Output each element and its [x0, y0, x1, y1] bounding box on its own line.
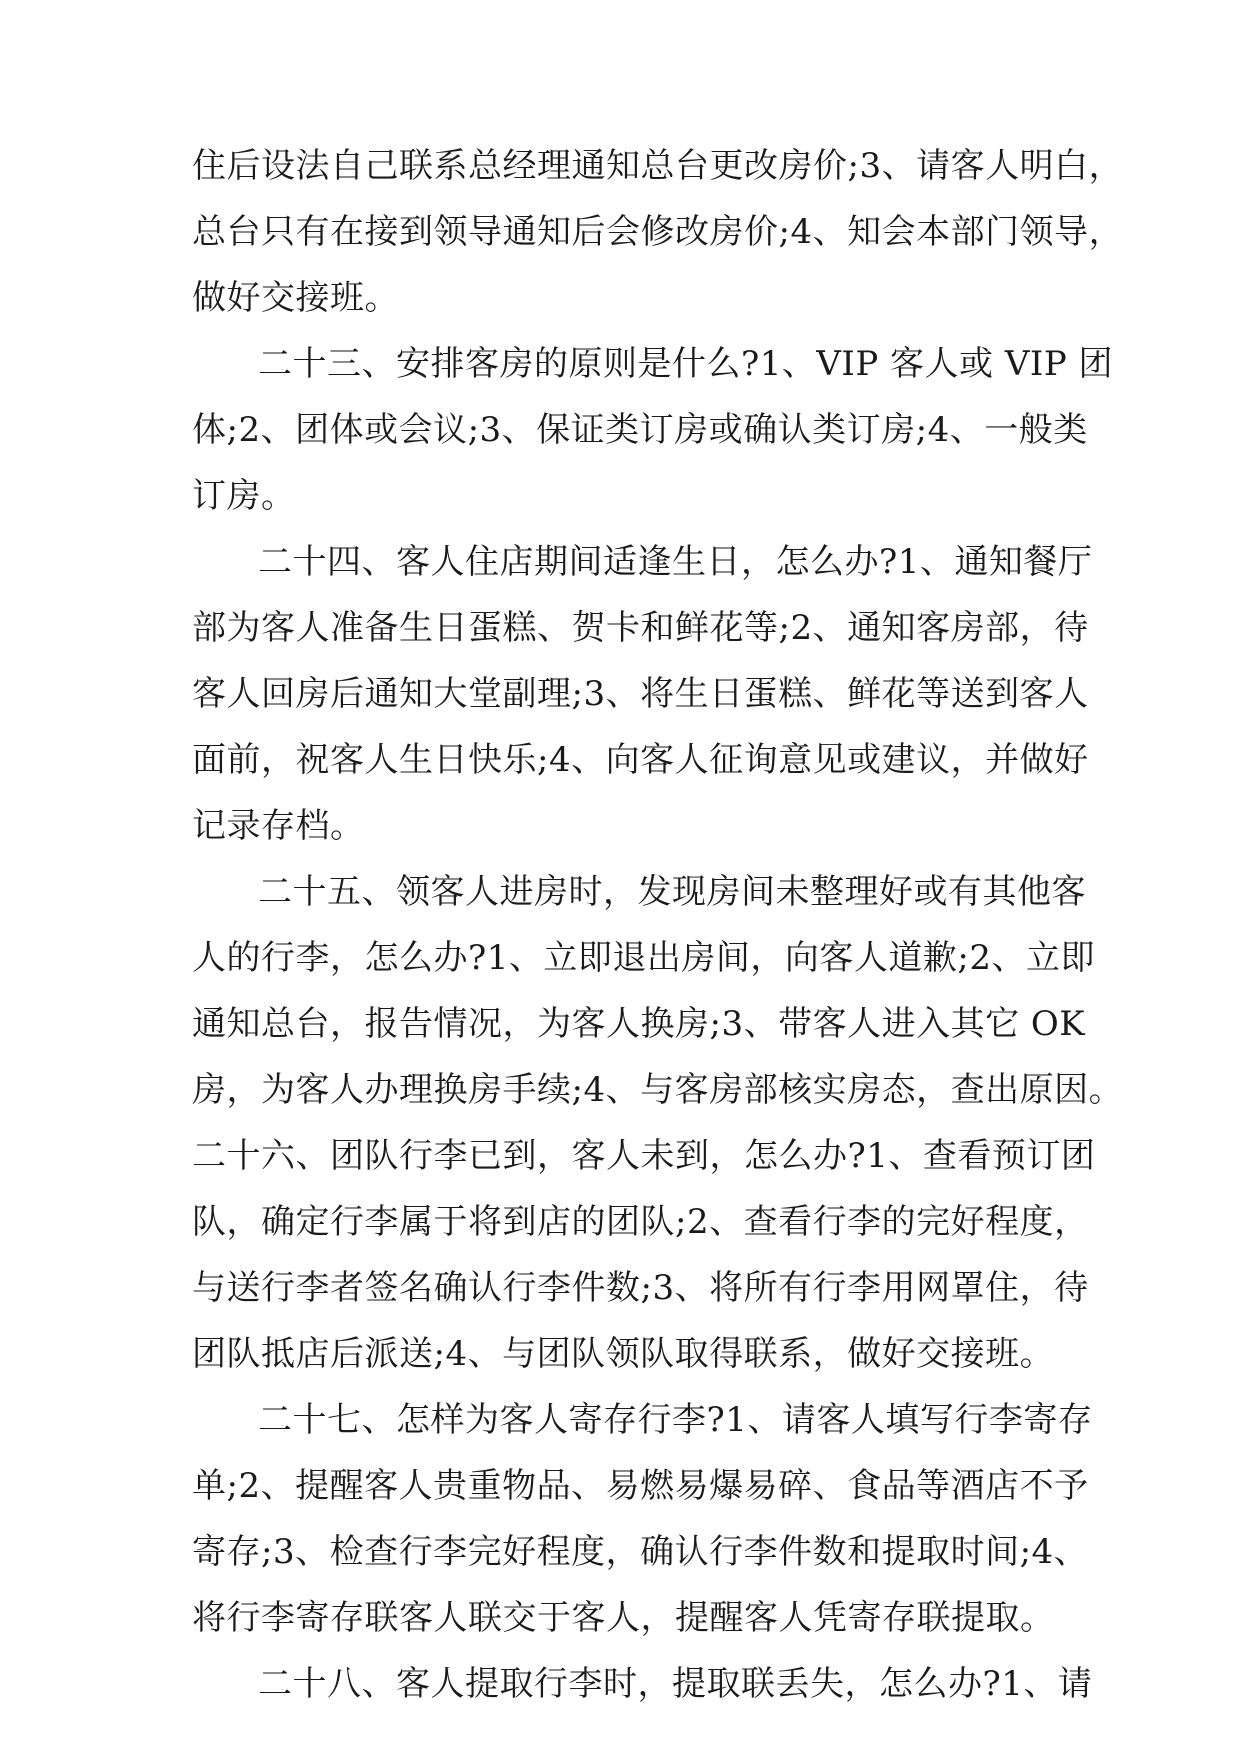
text-line: 体;2、团体或会议;3、保证类订房或确认类订房;4、一般类: [192, 410, 1088, 450]
text-line: 房，为客人办理换房手续;4、与客房部核实房态，查出原因。: [192, 1070, 1124, 1110]
text-line: 记录存档。: [192, 806, 365, 846]
paragraph-first-line: 二十八、客人提取行李时，提取联丢失，怎么办?1、请: [258, 1664, 1093, 1704]
text-line: 通知总台，报告情况，为客人换房;3、带客人进入其它 OK: [192, 1004, 1086, 1044]
text-line: 面前，祝客人生日快乐;4、向客人征询意见或建议，并做好: [192, 740, 1089, 780]
text-line: 总台只有在接到领导通知后会修改房价;4、知会本部门领导，: [192, 212, 1124, 252]
text-line: 部为客人准备生日蛋糕、贺卡和鲜花等;2、通知客房部，待: [192, 608, 1089, 648]
paragraph-first-line: 二十七、怎样为客人寄存行李?1、请客人填写行李寄存: [258, 1400, 1093, 1440]
text-line: 单;2、提醒客人贵重物品、易燃易爆易碎、食品等酒店不予: [192, 1466, 1089, 1506]
text-line: 人的行李，怎么办?1、立即退出房间，向客人道歉;2、立即: [192, 938, 1095, 978]
text-line: 住后设法自己联系总经理通知总台更改房价;3、请客人明白，: [192, 146, 1124, 186]
text-line: 将行李寄存联客人联交于客人，提醒客人凭寄存联提取。: [192, 1598, 1055, 1638]
text-line: 做好交接班。: [192, 278, 399, 318]
text-line: 二十六、团队行李已到，客人未到，怎么办?1、查看预订团: [192, 1136, 1096, 1176]
paragraph-first-line: 二十五、领客人进房时，发现房间未整理好或有其他客: [258, 872, 1086, 912]
text-line: 队，确定行李属于将到店的团队;2、查看行李的完好程度，: [192, 1202, 1089, 1242]
text-line: 客人回房后通知大堂副理;3、将生日蛋糕、鲜花等送到客人: [192, 674, 1089, 714]
paragraph-first-line: 二十四、客人住店期间适逢生日，怎么办?1、通知餐厅: [258, 542, 1093, 582]
text-line: 订房。: [192, 476, 296, 516]
paragraph-first-line: 二十三、安排客房的原则是什么?1、VIP 客人或 VIP 团: [258, 344, 1114, 384]
text-line: 与送行李者签名确认行李件数;3、将所有行李用网罩住，待: [192, 1268, 1089, 1308]
text-line: 寄存;3、检查行李完好程度，确认行李件数和提取时间;4、: [192, 1532, 1089, 1572]
text-line: 团队抵店后派送;4、与团队领队取得联系，做好交接班。: [192, 1334, 1055, 1374]
